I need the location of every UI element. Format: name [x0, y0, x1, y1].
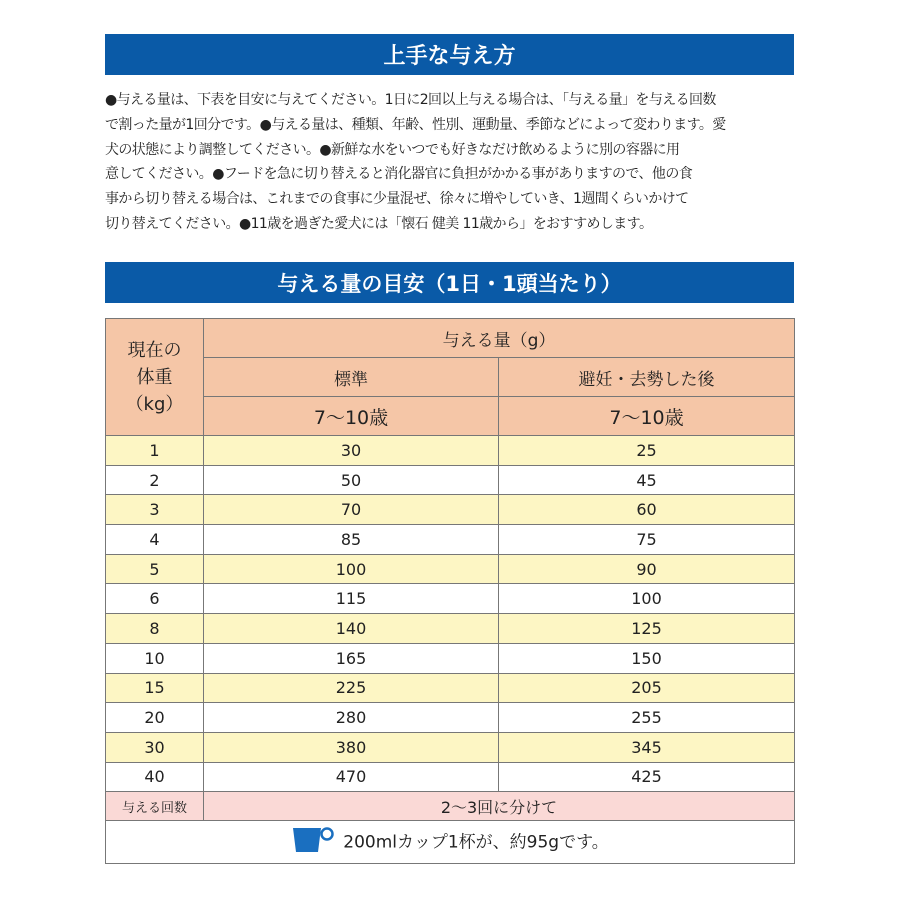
table-row: [106, 495, 795, 525]
standard-amount-cell: 85: [204, 525, 499, 555]
neutered-amount-cell: 45: [499, 465, 795, 495]
neutered-amount-cell: 75: [499, 525, 795, 555]
weight-cell: 40: [106, 762, 204, 792]
section-title-feeding: 上手な与え方: [105, 34, 794, 75]
measuring-cup-icon: [291, 826, 335, 859]
feeding-times-row: [106, 792, 795, 821]
standard-amount-cell: 70: [204, 495, 499, 525]
feeding-times-label: 与える回数: [106, 792, 204, 821]
neutered-amount-cell: 345: [499, 732, 795, 762]
feeding-amount-table: [105, 318, 795, 864]
weight-cell: 10: [106, 643, 204, 673]
instruction-line: ●与える量は、下表を目安に与えてください。1日に2回以上与える場合は、「与える量」を与える回数: [105, 92, 716, 108]
weight-header-line: 現在の: [127, 339, 182, 361]
weight-cell: 1: [106, 436, 204, 466]
table-row: [106, 732, 795, 762]
cup-note-row: [106, 821, 795, 864]
table-row: [106, 554, 795, 584]
standard-amount-cell: 30: [204, 436, 499, 466]
weight-cell: 30: [106, 732, 204, 762]
weight-header-line: 体重: [136, 366, 173, 388]
neutered-amount-cell: 150: [499, 643, 795, 673]
weight-cell: 6: [106, 584, 204, 614]
instruction-line: で割った量が1回分です。●与える量は、種類、年齢、性別、運動量、季節などによって変わります。愛: [105, 116, 726, 133]
weight-cell: 5: [106, 554, 204, 584]
standard-age-header: 7～10歳: [204, 397, 499, 436]
weight-cell: 8: [106, 614, 204, 644]
feeding-instructions: [105, 88, 805, 237]
standard-amount-cell: 100: [204, 554, 499, 584]
weight-cell: 4: [106, 525, 204, 555]
weight-cell: 2: [106, 465, 204, 495]
neutered-amount-cell: 60: [499, 495, 795, 525]
neutered-amount-cell: 90: [499, 554, 795, 584]
standard-amount-cell: 165: [204, 643, 499, 673]
standard-amount-cell: 140: [204, 614, 499, 644]
table-row: [106, 762, 795, 792]
table-row: [106, 673, 795, 703]
standard-amount-cell: 225: [204, 673, 499, 703]
neutered-amount-cell: 205: [499, 673, 795, 703]
neutered-amount-cell: 125: [499, 614, 795, 644]
standard-amount-cell: 380: [204, 732, 499, 762]
table-row: [106, 614, 795, 644]
standard-amount-cell: 50: [204, 465, 499, 495]
standard-amount-cell: 280: [204, 703, 499, 733]
neutered-amount-cell: 100: [499, 584, 795, 614]
neutered-column-header: 避妊・去勢した後: [499, 358, 795, 397]
feeding-times-value: 2～3回に分けて: [204, 792, 795, 821]
instruction-line: 事から切り替える場合は、これまでの食事に少量混ぜ、徐々に増やしていき、1週間くらいかけて: [105, 191, 689, 208]
instruction-line: 意してください。●フードを急に切り替えると消化器官に負担がかかる事がありますので、他の食: [105, 166, 693, 183]
table-row: [106, 525, 795, 555]
neutered-amount-cell: 255: [499, 703, 795, 733]
neutered-amount-cell: 25: [499, 436, 795, 466]
table-row: [106, 584, 795, 614]
standard-column-header: 標準: [204, 358, 499, 397]
amount-header: 与える量（g）: [204, 319, 795, 358]
cup-note: [106, 821, 795, 864]
neutered-age-header: 7～10歳: [499, 397, 795, 436]
standard-amount-cell: 115: [204, 584, 499, 614]
weight-cell: 20: [106, 703, 204, 733]
table-row: [106, 436, 795, 466]
instruction-line: 犬の状態により調整してください。●新鮮な水をいつでも好きなだけ飲めるように別の容器に用: [105, 141, 680, 158]
weight-cell: 3: [106, 495, 204, 525]
section-title-amount-guide: 与える量の目安（1日・1頭当たり）: [105, 262, 794, 303]
table-row: [106, 703, 795, 733]
neutered-amount-cell: 425: [499, 762, 795, 792]
cup-note-text: 200mlカップ1杯が、約95gです。: [343, 832, 609, 853]
instruction-line: 切り替えてください。●11歳を過ぎた愛犬には「懐石 健美 11歳から」をおすすめします。: [105, 215, 653, 232]
standard-amount-cell: 470: [204, 762, 499, 792]
table-row: [106, 643, 795, 673]
weight-header-line: （kg）: [125, 393, 184, 415]
weight-cell: 15: [106, 673, 204, 703]
weight-header: [106, 319, 204, 436]
table-row: [106, 465, 795, 495]
